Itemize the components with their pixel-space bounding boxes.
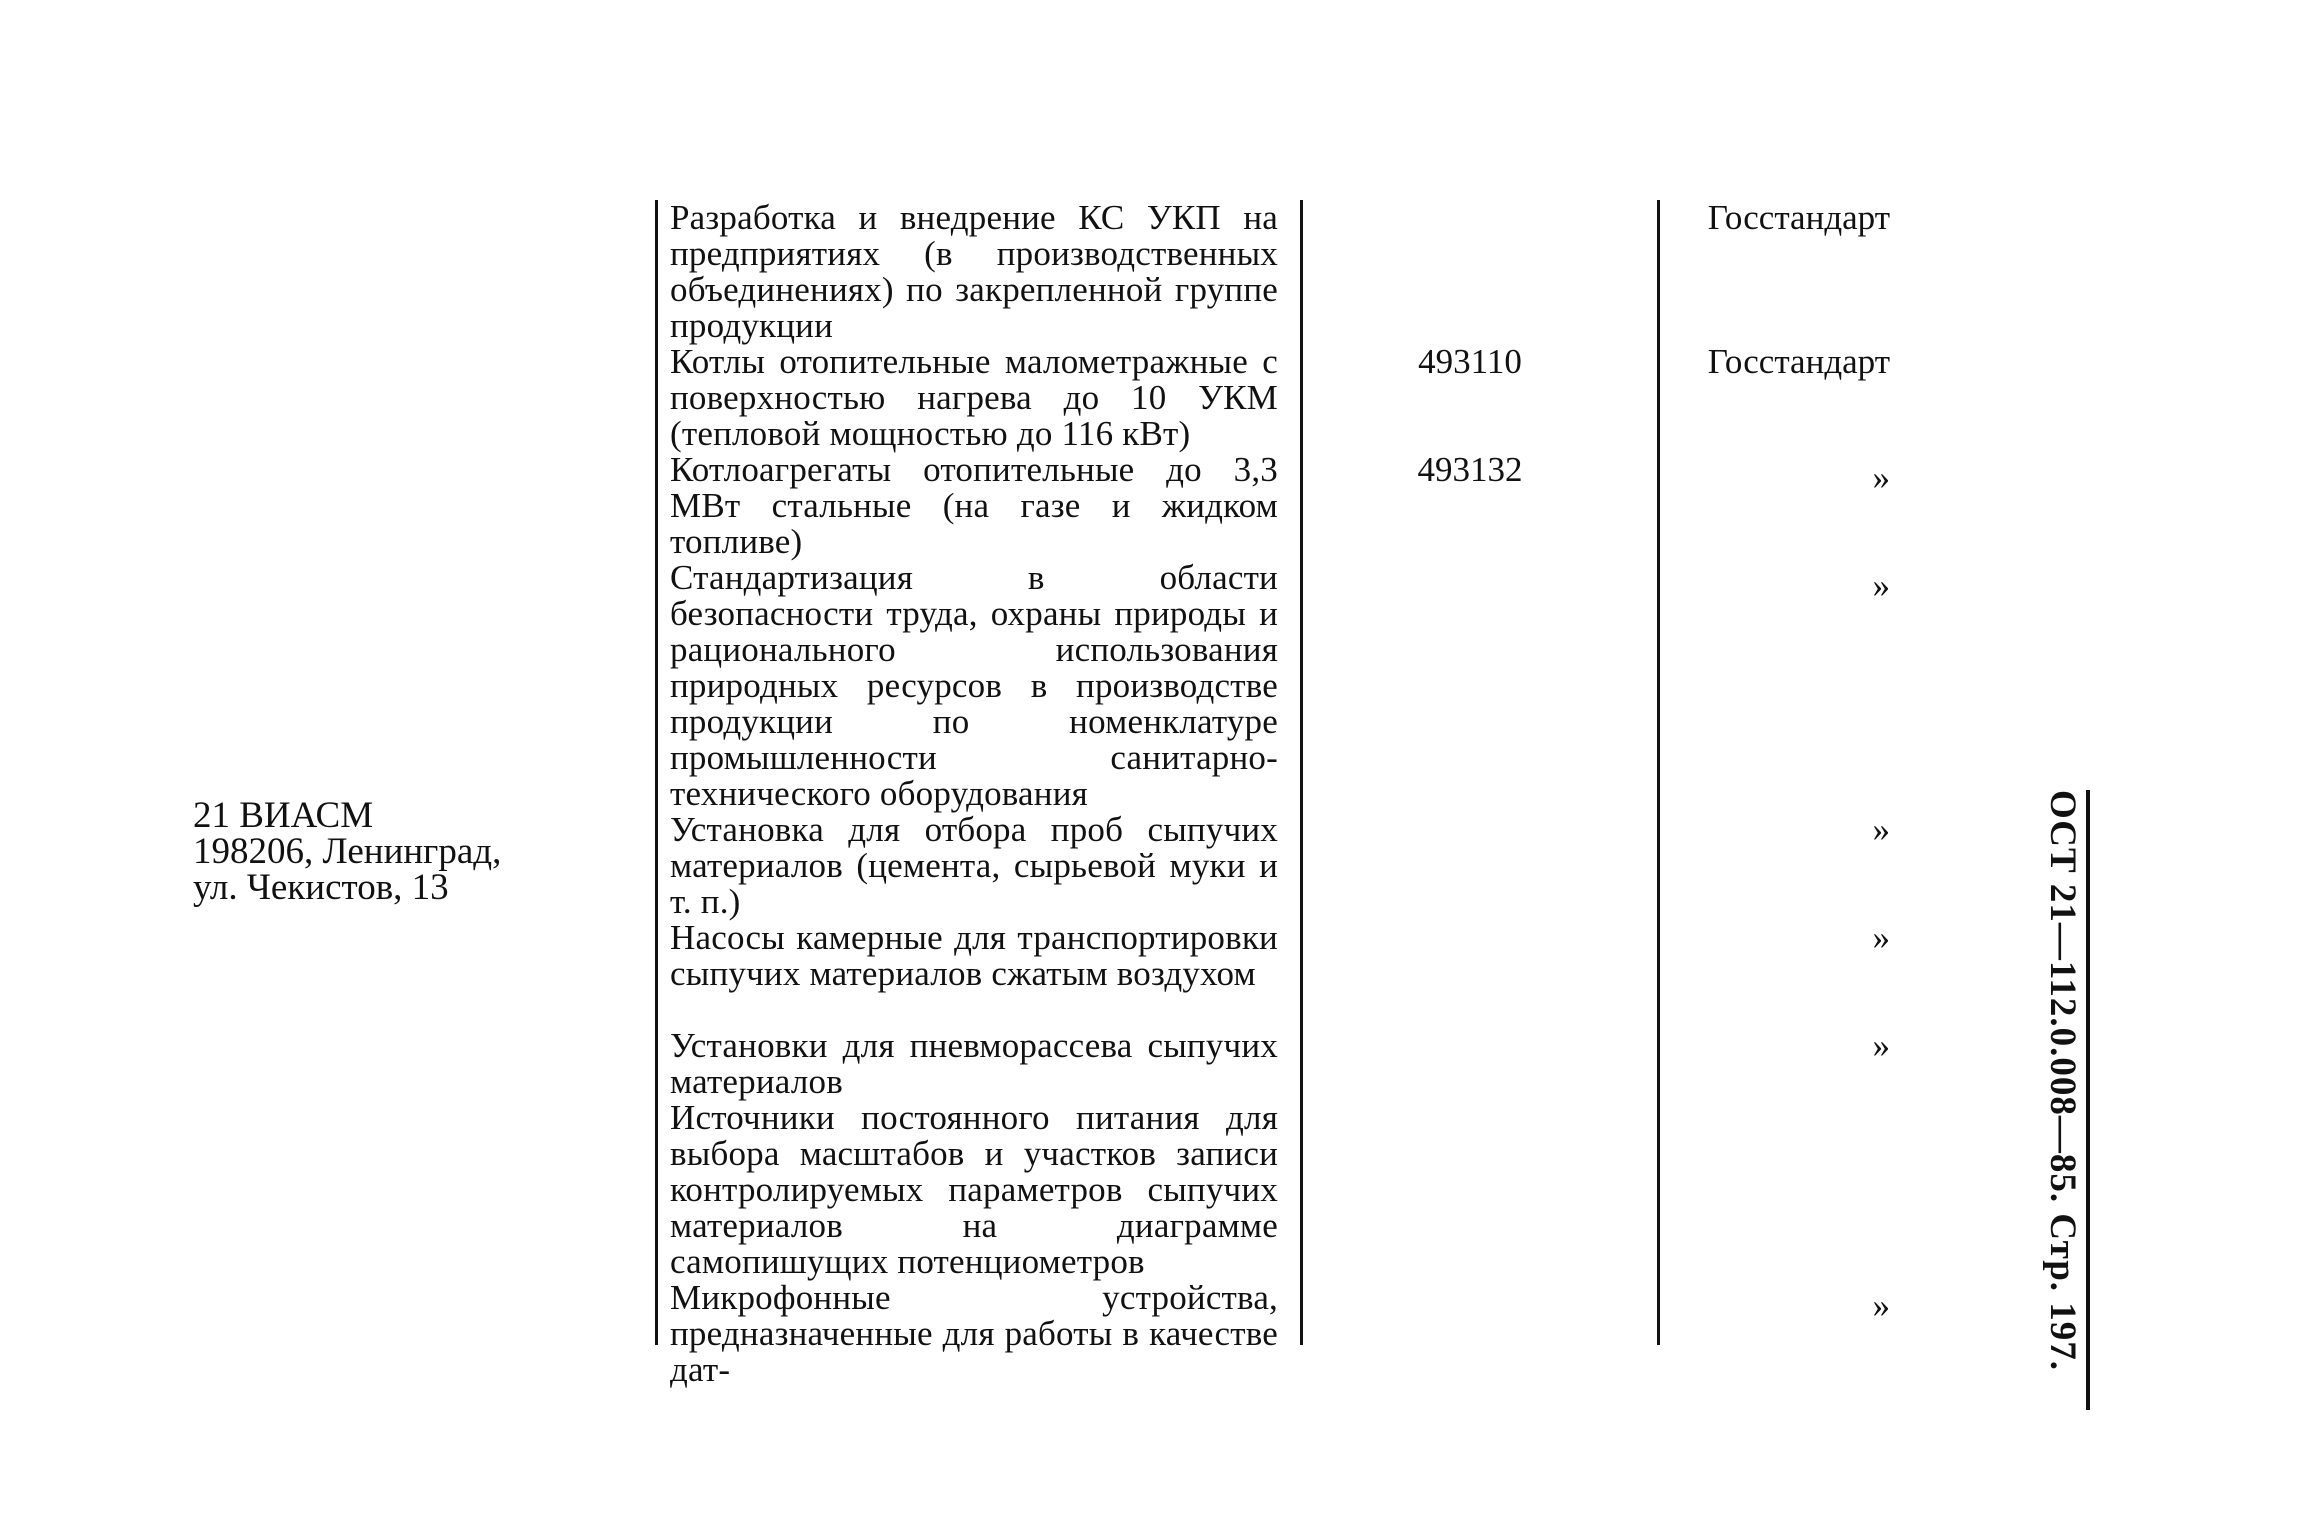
organization-name: 21 ВИАСМ xyxy=(193,795,374,836)
row-description: Насосы камерные для транспортировки сыпучих материалов сжатым воздухом xyxy=(670,918,1278,993)
row-description: Установка для отбора проб сыпучих материалов (цемента, сырьевой муки и т. п.) xyxy=(670,810,1278,921)
row-holder: » xyxy=(1872,1026,1890,1065)
row-holder: Госстандарт xyxy=(1707,342,1890,381)
row-holder: » xyxy=(1872,810,1890,849)
organization-address-line2: ул. Чекистов, 13 xyxy=(193,867,449,908)
standard-page-label: ОСТ 21—112.0.008—85. Стр. 197. xyxy=(2012,790,2090,1410)
organization-block xyxy=(193,795,502,908)
row-description: Микрофонные устройства, предназначенные для работы в качестве дат- xyxy=(670,1278,1278,1389)
row-description: Источники постоянного питания для выбора масштабов и участков записи контролируемых параметров сыпучих материалов на диаграмме самопишущих потенциометров xyxy=(670,1098,1278,1281)
row-description: Установки для пневморассева сыпучих материалов xyxy=(670,1026,1278,1101)
table-description-right-rule xyxy=(1300,200,1303,1345)
row-holder: » xyxy=(1872,458,1890,497)
row-holder: » xyxy=(1872,918,1890,957)
row-holder: » xyxy=(1872,566,1890,605)
row-holder: » xyxy=(1872,1286,1890,1325)
row-holder: Госстандарт xyxy=(1707,198,1890,237)
table-left-rule xyxy=(655,200,658,1345)
row-code: 493132 xyxy=(1417,450,1523,489)
row-description: Разработка и внедрение КС УКП на предприятиях (в производственных объединениях) по закрепленной группе продукции xyxy=(670,198,1278,345)
organization-address-line1: 198206, Ленинград, xyxy=(193,831,502,872)
row-description: Котлы отопительные малометражные с поверхностью нагрева до 10 УКМ (тепловой мощностью до 116 кВт) xyxy=(670,342,1278,453)
row-code: 493110 xyxy=(1418,342,1522,381)
row-description: Котлоагрегаты отопительные до 3,3 МВт стальные (на газе и жидком топливе) xyxy=(670,450,1278,561)
row-description: Стандартизация в области безопасности труда, охраны природы и рационального использования природных ресурсов в производстве продукции по номенклатуре промышленности санитарно-технического оборудования xyxy=(670,558,1278,813)
